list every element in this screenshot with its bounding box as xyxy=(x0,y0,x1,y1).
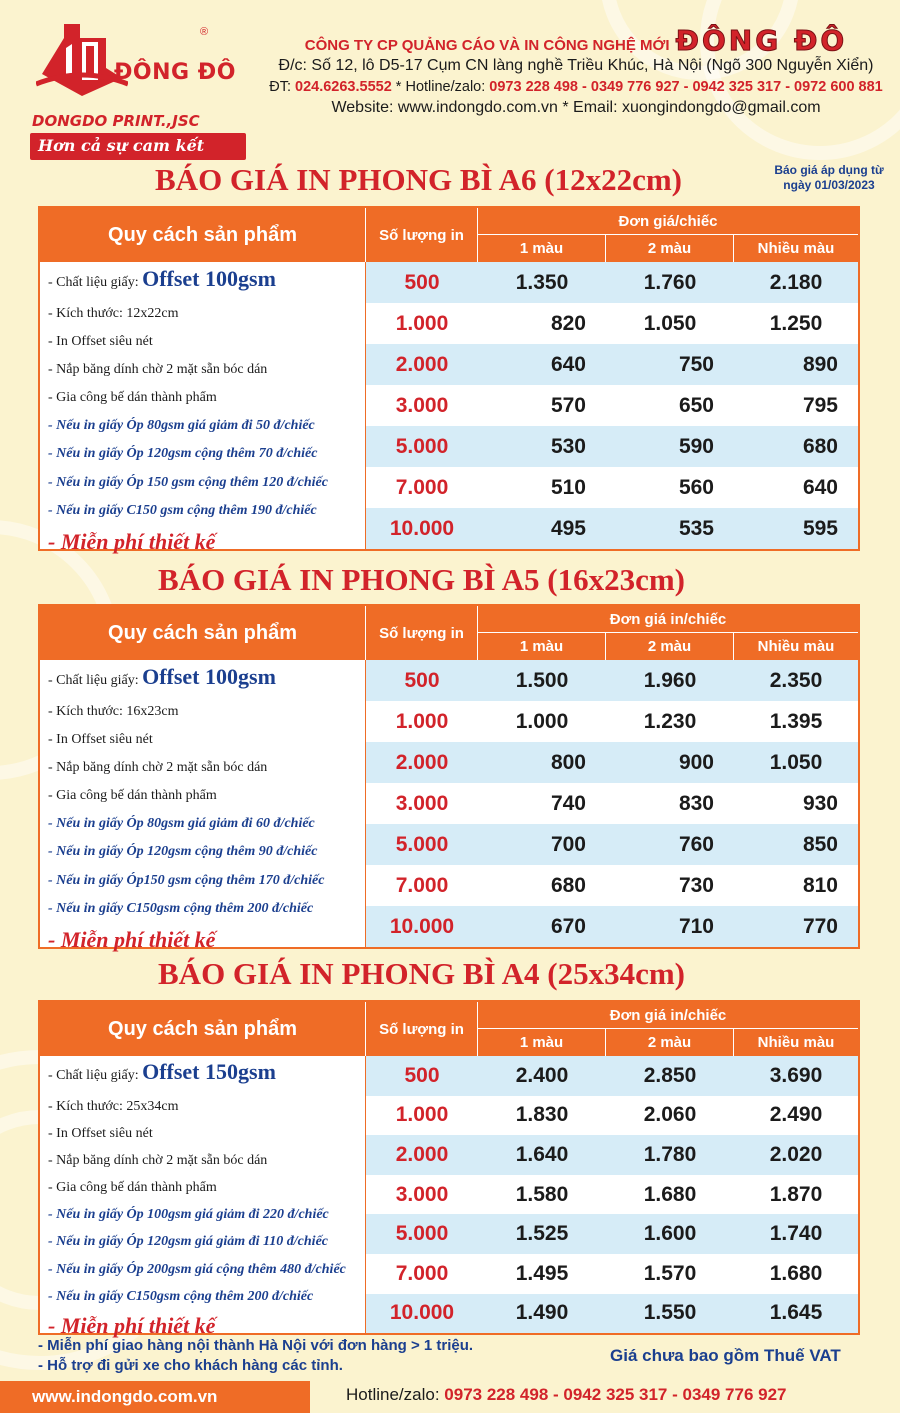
company-website-email[interactable]: Website: www.indongdo.com.vn * Email: xuongindongdo@gmail.com xyxy=(331,99,821,116)
registered-mark: ® xyxy=(200,26,209,38)
table-row xyxy=(366,1294,858,1334)
company-address: Đ/c: Số 12, lô D5-17 Cụm CN làng nghề Triều Khúc, Hà Nội (Ngõ 300 Nguyễn Xiển) xyxy=(278,57,874,74)
table-row xyxy=(366,426,858,467)
spec-item: - Nắp băng dính chờ 2 mặt sẵn bóc dán xyxy=(48,760,268,776)
row-quantity: 1.000 xyxy=(395,1103,449,1127)
row-price-one-color: 1.830 xyxy=(515,1103,569,1127)
row-quantity: 10.000 xyxy=(389,914,455,938)
row-price-multi-color: 595 xyxy=(802,516,838,540)
row-price-multi-color: 795 xyxy=(802,393,838,417)
spec-item: - In Offset siêu nét xyxy=(48,731,153,747)
spec-note: - Nếu in giấy Óp 120gsm giá giảm đi 110 đ/chiếc xyxy=(48,1234,328,1250)
row-price-multi-color: 890 xyxy=(802,352,838,376)
row-price-two-color: 650 xyxy=(678,393,714,417)
row-price-one-color: 1.500 xyxy=(515,668,569,692)
spec-paper xyxy=(48,262,365,300)
footer-note-delivery: - Miễn phí giao hàng nội thành Hà Nội với đơn hàng > 1 triệu. xyxy=(38,1337,474,1354)
table-row xyxy=(366,1214,858,1254)
row-price-multi-color: 680 xyxy=(802,434,838,458)
row-price-two-color: 730 xyxy=(678,873,714,897)
header-spec: Quy cách sản phẩm xyxy=(40,606,366,660)
table-row xyxy=(366,1056,858,1096)
table-row xyxy=(366,1254,858,1294)
free-design-note: - Miễn phí thiết kế xyxy=(48,528,216,554)
row-price-multi-color: 2.020 xyxy=(769,1142,823,1166)
table-header xyxy=(40,1002,858,1056)
row-price-multi-color: 930 xyxy=(802,791,838,815)
row-price-two-color: 535 xyxy=(678,516,714,540)
logo-building-icon xyxy=(36,18,128,98)
header-spec: Quy cách sản phẩm xyxy=(40,1002,366,1056)
table-row xyxy=(366,701,858,742)
spec-item: - Kích thước: 16x23cm xyxy=(48,703,179,719)
company-logo xyxy=(30,12,250,155)
row-price-one-color: 670 xyxy=(550,914,586,938)
spec-note: - Nếu in giấy C150 gsm cộng thêm 190 đ/chiếc xyxy=(48,502,317,518)
row-price-two-color: 2.060 xyxy=(643,1103,697,1127)
row-price-two-color: 1.680 xyxy=(643,1182,697,1206)
row-price-one-color: 640 xyxy=(550,352,586,376)
free-design-note: - Miễn phí thiết kế xyxy=(48,926,216,952)
footer-note-shipping: - Hỗ trợ đi gửi xe cho khách hàng các tỉnh. xyxy=(38,1357,343,1374)
row-quantity: 5.000 xyxy=(395,832,449,856)
row-quantity: 10.000 xyxy=(389,1301,455,1325)
hotline-numbers[interactable]: 0973 228 498 - 0349 776 927 - 0942 325 317 - 0972 600 881 xyxy=(489,79,883,95)
spec-item: - Kích thước: 12x22cm xyxy=(48,305,179,321)
section-title: BÁO GIÁ IN PHONG BÌ A4 (25x34cm) xyxy=(158,956,685,991)
spec-list xyxy=(40,660,366,952)
row-quantity: 3.000 xyxy=(395,393,449,417)
header-multi-color: Nhiều màu xyxy=(757,240,835,257)
row-quantity: 2.000 xyxy=(395,1142,449,1166)
row-quantity: 7.000 xyxy=(395,475,449,499)
row-quantity: 3.000 xyxy=(395,1182,449,1206)
logo-subtitle: DONGDO PRINT.,JSC xyxy=(32,112,200,130)
row-price-one-color: 1.000 xyxy=(515,709,569,733)
header-two-color: 2 màu xyxy=(606,633,734,660)
row-price-one-color: 700 xyxy=(550,832,586,856)
table-row xyxy=(366,906,858,947)
section-title: BÁO GIÁ IN PHONG BÌ A5 (16x23cm) xyxy=(158,562,685,597)
row-price-multi-color: 2.490 xyxy=(769,1103,823,1127)
row-price-two-color: 1.760 xyxy=(643,270,697,294)
row-price-two-color: 710 xyxy=(678,914,714,938)
spec-item: - Gia công bế dán thành phẩm xyxy=(48,788,217,804)
row-price-one-color: 820 xyxy=(550,311,586,335)
row-quantity: 2.000 xyxy=(395,750,449,774)
company-name-line xyxy=(258,24,894,57)
spec-item: - Kích thước: 25x34cm xyxy=(48,1098,179,1114)
hotline-label: * Hotline/zalo: xyxy=(395,79,486,95)
row-price-multi-color: 1.395 xyxy=(769,709,823,733)
table-header xyxy=(40,208,858,262)
row-price-one-color: 570 xyxy=(550,393,586,417)
footer-website[interactable]: www.indongdo.com.vn xyxy=(0,1381,310,1413)
table-row xyxy=(366,262,858,303)
spec-item: - In Offset siêu nét xyxy=(48,1125,153,1141)
row-price-one-color: 680 xyxy=(550,873,586,897)
footer-hotline-numbers[interactable]: 0973 228 498 - 0942 325 317 - 0349 776 927 xyxy=(444,1385,787,1404)
spec-paper xyxy=(48,660,365,698)
header-unit-price: Đơn giá/chiếc xyxy=(478,208,858,235)
logo-slogan: Hơn cả sự cam kết xyxy=(30,133,246,160)
row-quantity: 500 xyxy=(404,668,440,692)
table-row xyxy=(366,1135,858,1175)
spec-paper xyxy=(48,1056,365,1093)
row-price-multi-color: 1.870 xyxy=(769,1182,823,1206)
spec-list xyxy=(40,1056,366,1338)
table-row xyxy=(366,303,858,344)
spec-paper-value: Offset 150gsm xyxy=(142,1059,276,1084)
row-price-two-color: 1.600 xyxy=(643,1222,697,1246)
spec-item: - Nắp băng dính chờ 2 mặt sẵn bóc dán xyxy=(48,1152,268,1168)
row-price-one-color: 530 xyxy=(550,434,586,458)
header-multi-color: Nhiều màu xyxy=(757,1034,835,1051)
section-title: BÁO GIÁ IN PHONG BÌ A6 (12x22cm) xyxy=(155,162,682,197)
table-row xyxy=(366,783,858,824)
row-price-one-color: 1.350 xyxy=(515,270,569,294)
header-two-color: 2 màu xyxy=(606,235,734,262)
spec-item: - Gia công bế dán thành phẩm xyxy=(48,1180,217,1196)
table-row xyxy=(366,508,858,549)
row-price-two-color: 1.960 xyxy=(643,668,697,692)
spec-note: - Nếu in giấy Óp 150 gsm cộng thêm 120 đ/chiếc xyxy=(48,474,328,490)
row-price-multi-color: 850 xyxy=(802,832,838,856)
row-price-multi-color: 1.740 xyxy=(769,1222,823,1246)
header-one-color: 1 màu xyxy=(478,1029,606,1056)
table-row xyxy=(366,660,858,701)
spec-paper-value: Offset 100gsm xyxy=(142,664,276,689)
row-price-two-color: 590 xyxy=(678,434,714,458)
row-price-one-color: 495 xyxy=(550,516,586,540)
row-quantity: 3.000 xyxy=(395,791,449,815)
header-quantity: Số lượng in xyxy=(366,1002,478,1056)
row-price-two-color: 1.550 xyxy=(643,1301,697,1325)
row-quantity: 7.000 xyxy=(395,1261,449,1285)
price-table xyxy=(38,206,860,554)
price-table xyxy=(38,1000,860,1338)
row-price-two-color: 1.050 xyxy=(643,311,697,335)
spec-paper-label: - Chất liệu giấy: xyxy=(48,1068,139,1083)
footer-hotline-label: Hotline/zalo: xyxy=(346,1385,440,1404)
row-price-one-color: 1.495 xyxy=(515,1261,569,1285)
spec-paper-label: - Chất liệu giấy: xyxy=(48,275,139,290)
spec-note: - Nếu in giấy Óp 120gsm cộng thêm 70 đ/chiếc xyxy=(48,446,318,462)
table-row xyxy=(366,467,858,508)
row-price-two-color: 1.780 xyxy=(643,1142,697,1166)
footer-notes xyxy=(38,1336,598,1376)
footer-bar xyxy=(0,1381,900,1413)
row-price-multi-color: 770 xyxy=(802,914,838,938)
company-name: CÔNG TY CP QUẢNG CÁO VÀ IN CÔNG NGHỆ MỚI xyxy=(304,37,670,54)
table-row xyxy=(366,1096,858,1136)
row-price-multi-color: 1.645 xyxy=(769,1301,823,1325)
row-quantity: 1.000 xyxy=(395,709,449,733)
phone-number[interactable]: 024.6263.5552 xyxy=(295,79,392,95)
row-price-one-color: 1.490 xyxy=(515,1301,569,1325)
header-spec: Quy cách sản phẩm xyxy=(40,208,366,262)
row-price-two-color: 900 xyxy=(678,750,714,774)
header-one-color: 1 màu xyxy=(478,235,606,262)
spec-paper-label: - Chất liệu giấy: xyxy=(48,673,139,688)
footer-hotline xyxy=(346,1385,787,1405)
row-price-multi-color: 3.690 xyxy=(769,1063,823,1087)
row-quantity: 500 xyxy=(404,270,440,294)
spec-note: - Nếu in giấy Óp 100gsm giá giảm đi 220 đ/chiếc xyxy=(48,1207,329,1223)
row-price-multi-color: 2.180 xyxy=(769,270,823,294)
spec-paper-value: Offset 100gsm xyxy=(142,266,276,291)
row-price-multi-color: 810 xyxy=(802,873,838,897)
row-quantity: 5.000 xyxy=(395,434,449,458)
spec-note: - Nếu in giấy Óp150 gsm cộng thêm 170 đ/chiếc xyxy=(48,872,325,888)
header-two-color: 2 màu xyxy=(606,1029,734,1056)
row-quantity: 1.000 xyxy=(395,311,449,335)
effective-date-note: Báo giá áp dụng từ ngày 01/03/2023 xyxy=(774,163,884,192)
row-price-multi-color: 2.350 xyxy=(769,668,823,692)
row-price-two-color: 1.570 xyxy=(643,1261,697,1285)
phone-label: ĐT: xyxy=(269,79,291,95)
row-price-one-color: 510 xyxy=(550,475,586,499)
spec-item: - Gia công bế dán thành phẩm xyxy=(48,390,217,406)
row-price-two-color: 1.230 xyxy=(643,709,697,733)
free-design-note: - Miễn phí thiết kế xyxy=(48,1312,216,1338)
spec-note: - Nếu in giấy Óp 200gsm giá cộng thêm 480 đ/chiếc xyxy=(48,1261,346,1277)
spec-note: - Nếu in giấy C150gsm cộng thêm 200 đ/chiếc xyxy=(48,1288,314,1304)
row-quantity: 7.000 xyxy=(395,873,449,897)
table-row xyxy=(366,865,858,906)
table-row xyxy=(366,742,858,783)
row-price-multi-color: 1.250 xyxy=(769,311,823,335)
row-price-multi-color: 1.050 xyxy=(769,750,823,774)
row-price-two-color: 830 xyxy=(678,791,714,815)
spec-note: - Nếu in giấy Óp 120gsm cộng thêm 90 đ/chiếc xyxy=(48,844,318,860)
spec-note: - Nếu in giấy Óp 80gsm giá giảm đi 50 đ/chiếc xyxy=(48,418,315,434)
row-price-two-color: 760 xyxy=(678,832,714,856)
header-unit-price: Đơn giá in/chiếc xyxy=(478,606,858,633)
row-price-one-color: 740 xyxy=(550,791,586,815)
logo-name: ĐÔNG ĐÔ xyxy=(114,60,236,85)
row-price-one-color: 1.525 xyxy=(515,1222,569,1246)
row-quantity: 5.000 xyxy=(395,1222,449,1246)
row-price-multi-color: 640 xyxy=(802,475,838,499)
table-row xyxy=(366,344,858,385)
spec-item: - Nắp băng dính chờ 2 mặt sẵn bóc dán xyxy=(48,362,268,378)
company-phone xyxy=(258,79,894,95)
row-price-one-color: 1.640 xyxy=(515,1142,569,1166)
row-price-two-color: 750 xyxy=(678,352,714,376)
row-quantity: 2.000 xyxy=(395,352,449,376)
header-quantity: Số lượng in xyxy=(366,208,478,262)
row-price-one-color: 800 xyxy=(550,750,586,774)
row-price-one-color: 1.580 xyxy=(515,1182,569,1206)
header-one-color: 1 màu xyxy=(478,633,606,660)
row-price-one-color: 2.400 xyxy=(515,1063,569,1087)
row-price-multi-color: 1.680 xyxy=(769,1261,823,1285)
spec-item: - In Offset siêu nét xyxy=(48,333,153,349)
header-multi-color: Nhiều màu xyxy=(757,638,835,655)
row-quantity: 10.000 xyxy=(389,516,455,540)
row-price-two-color: 560 xyxy=(678,475,714,499)
spec-note: - Nếu in giấy C150gsm cộng thêm 200 đ/chiếc xyxy=(48,900,314,916)
row-quantity: 500 xyxy=(404,1063,440,1087)
page-header xyxy=(0,0,900,158)
company-info xyxy=(258,24,894,117)
header-unit-price: Đơn giá in/chiếc xyxy=(478,1002,858,1029)
table-header xyxy=(40,606,858,660)
company-brand: ĐÔNG ĐÔ xyxy=(675,24,848,57)
header-quantity: Số lượng in xyxy=(366,606,478,660)
price-table xyxy=(38,604,860,952)
row-price-two-color: 2.850 xyxy=(643,1063,697,1087)
spec-note: - Nếu in giấy Óp 80gsm giá giảm đi 60 đ/chiếc xyxy=(48,816,315,832)
table-row xyxy=(366,385,858,426)
vat-note: Giá chưa bao gồm Thuế VAT xyxy=(610,1346,841,1365)
table-row xyxy=(366,824,858,865)
spec-list xyxy=(40,262,366,554)
table-row xyxy=(366,1175,858,1215)
